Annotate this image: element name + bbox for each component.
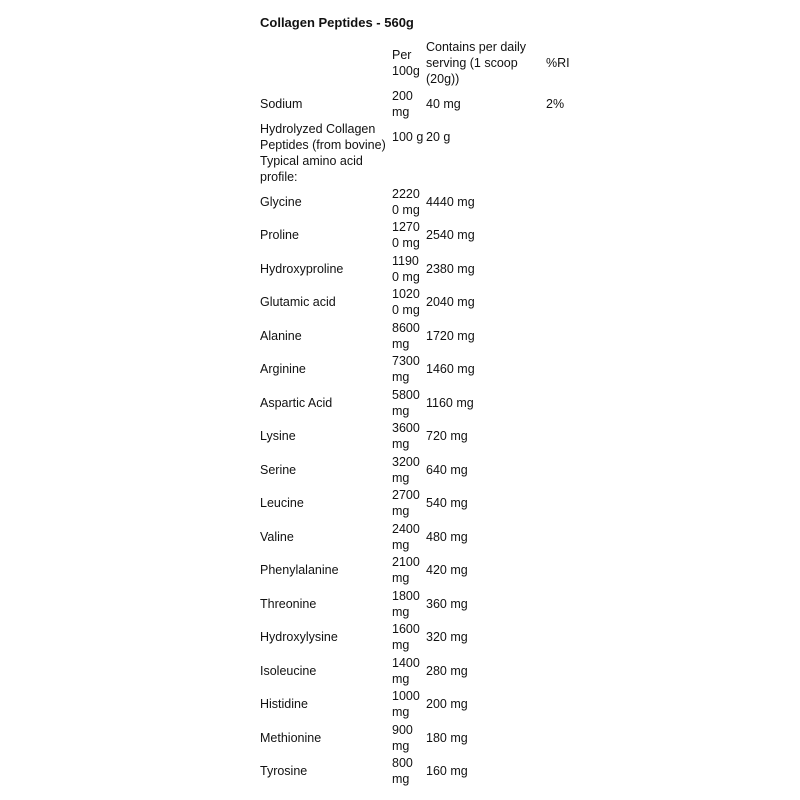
amino-acid-per100g: 8600 mg xyxy=(392,320,420,351)
typical-blank-per100g xyxy=(392,153,424,185)
amino-acid-ri xyxy=(544,755,594,789)
amino-acid-per100g: 1800 mg xyxy=(392,588,420,619)
amino-acid-per100g: 11900 mg xyxy=(392,253,420,284)
amino-acid-ri xyxy=(544,420,594,454)
amino-acid-per-serving: 280 mg xyxy=(426,663,468,678)
header-per100g: Per 100g xyxy=(392,48,420,78)
amino-acid-name: Aspartic Acid xyxy=(260,395,333,410)
amino-acid-per-serving: 540 mg xyxy=(426,496,468,511)
sodium-per-serving: 40 mg xyxy=(426,97,461,111)
nutrition-table xyxy=(258,39,594,788)
amino-acid-ri xyxy=(544,353,594,387)
amino-acid-per100g: 3600 mg xyxy=(392,421,420,452)
amino-acid-per-serving: 1160 mg xyxy=(426,395,474,410)
amino-acid-name: Methionine xyxy=(260,730,322,745)
amino-acid-per100g: 22200 mg xyxy=(392,186,420,217)
amino-acid-per-serving: 720 mg xyxy=(426,429,468,444)
amino-acid-ri xyxy=(544,587,594,621)
amino-acid-ri xyxy=(544,487,594,521)
amino-acid-name: Phenylalanine xyxy=(260,563,339,578)
amino-acid-per100g: 12700 mg xyxy=(392,220,420,251)
amino-acid-row xyxy=(258,219,594,253)
amino-acid-row xyxy=(258,185,594,219)
amino-acid-per-serving: 1720 mg xyxy=(426,328,475,343)
amino-acid-ri xyxy=(544,453,594,487)
amino-acid-row xyxy=(258,554,594,588)
amino-acid-name: Histidine xyxy=(260,697,308,712)
amino-acid-row xyxy=(258,755,594,789)
typical-blank-ri xyxy=(544,153,594,185)
amino-acid-row xyxy=(258,688,594,722)
amino-acid-per-serving: 4440 mg xyxy=(426,194,475,209)
amino-acid-per100g: 2400 mg xyxy=(392,521,420,552)
header-per-serving: Contains per daily serving (1 scoop (20g)) xyxy=(426,40,527,86)
amino-acid-ri xyxy=(544,386,594,420)
amino-acid-ri xyxy=(544,286,594,320)
collagen-per100g: 100 g xyxy=(392,130,424,144)
amino-acid-name: Arginine xyxy=(260,362,306,377)
amino-acid-per100g: 2100 mg xyxy=(392,555,420,586)
amino-acid-row xyxy=(258,453,594,487)
typical-profile-label: Typical amino acid profile: xyxy=(260,154,363,184)
page-title: Collagen Peptides - 560g xyxy=(260,15,414,30)
amino-acid-name: Hydroxylysine xyxy=(260,630,338,645)
amino-acid-name: Proline xyxy=(260,228,299,243)
amino-acid-ri xyxy=(544,654,594,688)
sodium-per100g: 200 mg xyxy=(392,89,413,119)
amino-acid-row xyxy=(258,520,594,554)
amino-acid-name: Valine xyxy=(260,529,294,544)
amino-acid-per-serving: 420 mg xyxy=(426,563,468,578)
amino-acid-ri xyxy=(544,520,594,554)
amino-acid-row xyxy=(258,353,594,387)
amino-acid-name: Hydroxyproline xyxy=(260,261,344,276)
amino-acid-per100g: 5800 mg xyxy=(392,387,420,418)
amino-acid-name: Isoleucine xyxy=(260,663,317,678)
amino-acid-per-serving: 1460 mg xyxy=(426,362,475,377)
amino-acid-per100g: 800 mg xyxy=(392,756,413,787)
amino-acid-per100g: 1600 mg xyxy=(392,622,420,653)
amino-acid-row xyxy=(258,587,594,621)
amino-acid-row xyxy=(258,386,594,420)
amino-acid-per-serving: 160 mg xyxy=(426,764,468,779)
amino-acid-name: Threonine xyxy=(260,596,317,611)
collagen-row xyxy=(258,121,594,153)
typical-blank-per-serving xyxy=(424,153,544,185)
amino-acid-row xyxy=(258,420,594,454)
amino-acid-name: Leucine xyxy=(260,496,304,511)
amino-acid-ri xyxy=(544,219,594,253)
amino-acid-per-serving: 180 mg xyxy=(426,730,468,745)
amino-acid-per100g: 1400 mg xyxy=(392,655,420,686)
amino-acid-ri xyxy=(544,319,594,353)
amino-acid-per100g: 10200 mg xyxy=(392,287,420,318)
amino-acid-name: Glycine xyxy=(260,194,302,209)
amino-acid-ri xyxy=(544,252,594,286)
amino-acid-per-serving: 640 mg xyxy=(426,462,468,477)
amino-acid-ri xyxy=(544,621,594,655)
collagen-name: Hydrolyzed Collagen Peptides (from bovine) xyxy=(260,122,386,152)
amino-acid-per-serving: 360 mg xyxy=(426,596,468,611)
amino-acid-per-serving: 480 mg xyxy=(426,529,468,544)
amino-acid-row xyxy=(258,487,594,521)
amino-acid-per-serving: 2540 mg xyxy=(426,228,475,243)
amino-acid-per100g: 7300 mg xyxy=(392,354,420,385)
amino-acid-row xyxy=(258,721,594,755)
amino-acid-name: Lysine xyxy=(260,429,296,444)
amino-acid-row xyxy=(258,252,594,286)
collagen-ri xyxy=(544,121,594,153)
amino-acid-per100g: 900 mg xyxy=(392,722,413,753)
amino-acid-per-serving: 200 mg xyxy=(426,697,468,712)
amino-acid-per100g: 1000 mg xyxy=(392,689,420,720)
header-row xyxy=(258,39,594,87)
amino-acid-ri xyxy=(544,688,594,722)
amino-acid-name: Alanine xyxy=(260,328,302,343)
amino-acid-ri xyxy=(544,554,594,588)
amino-acid-ri xyxy=(544,721,594,755)
amino-acid-per100g: 2700 mg xyxy=(392,488,420,519)
sodium-ri: 2% xyxy=(546,97,565,111)
amino-acid-row xyxy=(258,654,594,688)
amino-acid-per-serving: 2040 mg xyxy=(426,295,475,310)
typical-profile-row xyxy=(258,153,594,185)
amino-acid-name: Glutamic acid xyxy=(260,295,336,310)
amino-acid-per-serving: 320 mg xyxy=(426,630,468,645)
header-ri: %RI xyxy=(546,56,570,70)
amino-acid-name: Tyrosine xyxy=(260,764,308,779)
header-blank-cell xyxy=(258,39,392,87)
amino-acid-row xyxy=(258,621,594,655)
sodium-row xyxy=(258,87,594,121)
amino-acid-per100g: 3200 mg xyxy=(392,454,420,485)
amino-acid-ri xyxy=(544,185,594,219)
collagen-per-serving: 20 g xyxy=(426,130,451,144)
amino-acid-name: Serine xyxy=(260,462,297,477)
sodium-name: Sodium xyxy=(260,97,303,111)
amino-acid-row xyxy=(258,319,594,353)
amino-acid-per-serving: 2380 mg xyxy=(426,261,475,276)
amino-acid-row xyxy=(258,286,594,320)
